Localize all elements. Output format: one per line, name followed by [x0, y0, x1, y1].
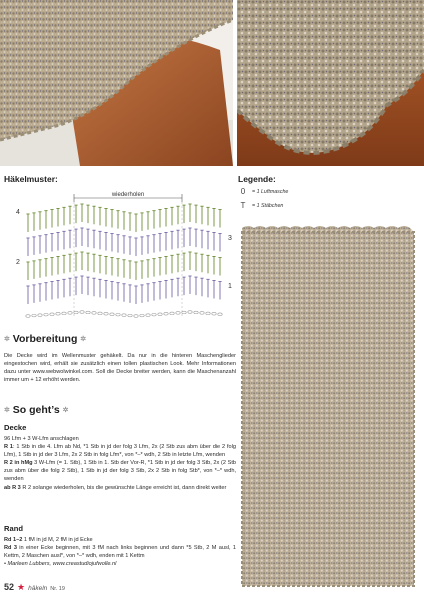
- row-number-2: 2: [16, 259, 20, 266]
- chain-stitch: [158, 313, 162, 316]
- chain-stitch: [164, 312, 168, 315]
- legend-item-double: [238, 201, 283, 210]
- repeat-label: wiederholen: [111, 192, 145, 198]
- photo-blanket-detail: [237, 0, 424, 166]
- chain-stitch: [146, 314, 150, 317]
- ornament-icon: ✲: [4, 336, 10, 344]
- chain-stitch: [38, 314, 42, 317]
- chain-stitch: [80, 311, 84, 314]
- pattern-label: Häkelmuster:: [4, 174, 58, 184]
- chain-stitch: [44, 313, 48, 316]
- row-number-4: 4: [16, 209, 20, 216]
- chain-stitch: [104, 312, 108, 315]
- chain-stitch: [212, 312, 216, 315]
- chain-stitch: [134, 315, 138, 318]
- ornament-icon: ✲: [80, 336, 87, 344]
- chain-stitch: [56, 312, 60, 315]
- chain-stitch: [74, 311, 78, 314]
- chain-stitch: [170, 312, 174, 315]
- photo-finished-blanket: [238, 222, 418, 592]
- ornament-icon: ✲: [62, 407, 69, 415]
- chain-stitch: [62, 312, 66, 315]
- chart-stitch-rows: [26, 204, 221, 304]
- chain-stitch: [110, 313, 114, 316]
- rand-instructions: Rd 1–2 1 fM in jd M, 2 fM in jd Ecke Rd 3 in einer Ecke beginnen, mit 3 fM nach links beginnen und dann *5 Stb, 2 M ausl, 1 Kettm, 2 Maschen ausl*, von *–* wdh, enden mit 1 Kettm • Marleen Lubbers, www.creastudiojufwolle.nl: [4, 537, 237, 568]
- issue-number: Nr. 19: [50, 586, 65, 592]
- chain-stitch: [152, 313, 156, 316]
- double-crochet-icon: T: [240, 201, 246, 210]
- photo-blanket-on-pouf: [0, 0, 233, 166]
- chain-stitch: [206, 312, 210, 315]
- chain-stitch: [194, 311, 198, 314]
- chain-stitch: [200, 312, 204, 315]
- chain-stitch: [182, 311, 186, 314]
- chain-stitch: [32, 314, 36, 317]
- ornament-icon: ✲: [4, 407, 10, 415]
- chain-stitch: [26, 315, 30, 318]
- chain-stitch: [140, 314, 144, 317]
- star-icon: ★: [17, 582, 26, 592]
- decke-heading: Decke: [4, 423, 27, 432]
- rand-heading: Rand: [4, 524, 23, 533]
- vorbereitung-heading: ✲ Vorbereitung ✲: [4, 333, 87, 345]
- chart-chain-row: [26, 311, 222, 318]
- row-number-1: 1: [228, 283, 232, 290]
- magazine-name: häkeln: [28, 585, 48, 592]
- legend-item-chain: [238, 187, 288, 196]
- legend-label: Legende:: [238, 174, 276, 184]
- decke-instructions: 96 Lfm + 3 W-Lfm anschlagen R 1: 1 Stb in die 4. Lfm ab Nd, *1 Stb in jd der folg 3 Lfm, 2x (2 Stb zus abm über die 2 folg Lfm), 1 Stb in jd der 3 Lfm, 2x 2 Stb in folg Lfm*, von *–* wdh, 2 Stb in letzte Lfm, wenden R 2 in hMg 3 W-Lfm (= 1. Stb), 1 Stb in 1. Stb der Vor-R, *1 Stb in jd der folg 3 Stb, 2x (2 Stb zus abm über die folg 2 Stb), 1 Stb in jd der folg 3 Stb, 2x 2 Stb in folg Stb*, von *–* wdh, wenden ab R 3 R 2 solange wiederholen, bis die gewünschte Länge erreicht ist, dann direkt weiter: [4, 436, 236, 491]
- chain-stitch: [68, 312, 72, 315]
- chain-stitch: [176, 312, 180, 315]
- chain-stitch: [218, 313, 222, 316]
- chain-stitch: [92, 312, 96, 315]
- chain-stitch-icon: 0: [240, 187, 246, 196]
- chain-stitch: [86, 311, 90, 314]
- legend-text: = 1 Stäbchen: [252, 202, 284, 209]
- page-footer: [4, 582, 65, 593]
- chain-stitch: [50, 313, 54, 316]
- chain-stitch: [116, 313, 120, 316]
- chain-stitch: [128, 314, 132, 317]
- crochet-chart: [14, 188, 240, 330]
- vorbereitung-text: Die Decke wird im Wellenmuster gehäkelt. Da nur in die hinteren Maschenglieder eingestochen wird, erhält sie zusätzlich einen tollen plastischen Look. Mehr Informationen dazu unter www.webwolwinkel.com. Soll die Decke breiter werden, kann die Maschenanzahl immer um + 12 erhöht werden.: [4, 353, 236, 384]
- row-number-3: 3: [228, 235, 232, 242]
- chain-stitch: [98, 312, 102, 315]
- so-gehts-heading: ✲ So geht’s ✲: [4, 404, 69, 416]
- legend-text: = 1 Luftmasche: [252, 188, 289, 195]
- chain-stitch: [122, 314, 126, 317]
- chain-stitch: [188, 311, 192, 314]
- page-number: 52: [4, 582, 15, 592]
